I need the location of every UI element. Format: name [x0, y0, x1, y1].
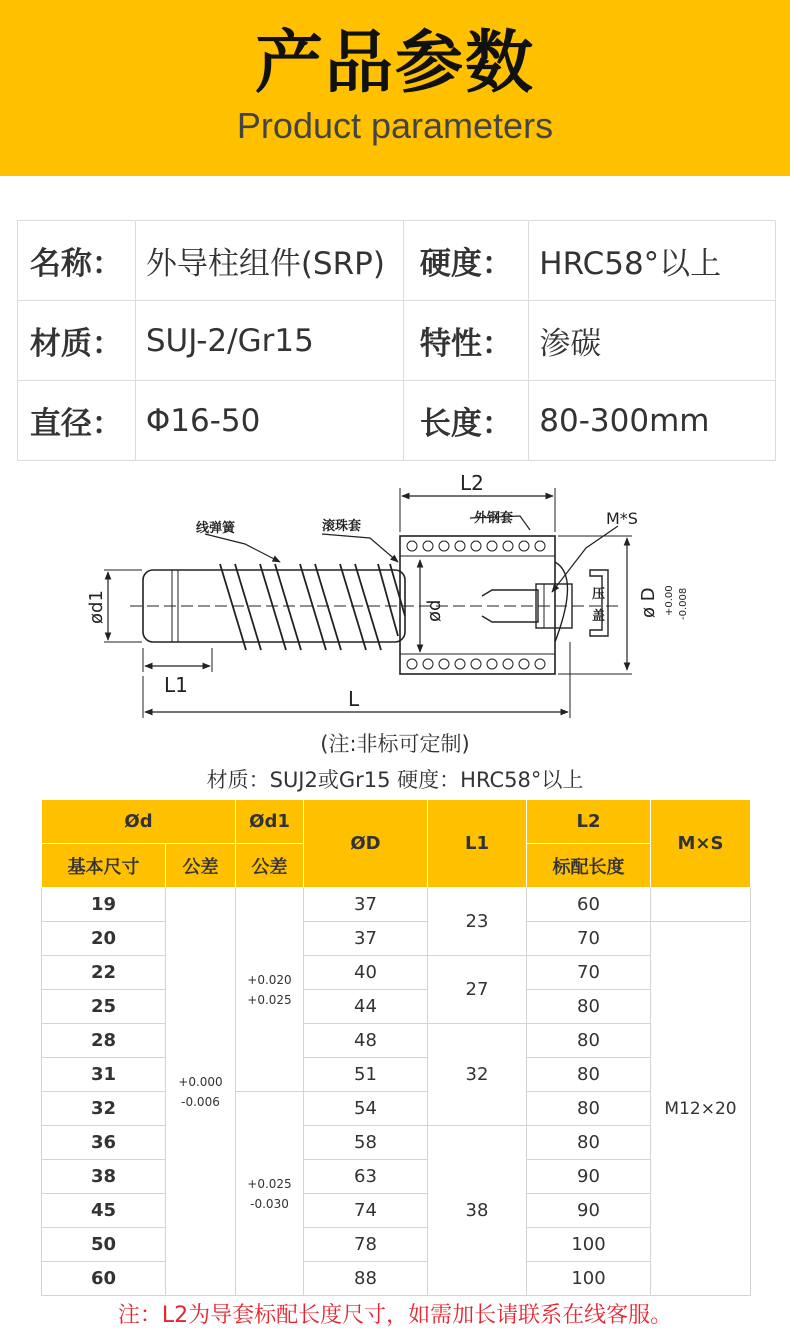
- table-row: [42, 1262, 751, 1296]
- header-d1-tolerance: 公差: [236, 844, 304, 888]
- cell-D: 37: [304, 888, 428, 922]
- cell-d: 25: [42, 990, 166, 1024]
- cell-L2: 90: [527, 1160, 651, 1194]
- cell-D: 44: [304, 990, 428, 1024]
- cell-L1: 27: [428, 956, 527, 1024]
- header-L1: L1: [428, 800, 527, 888]
- table-row: [42, 1092, 751, 1126]
- cell-D: 48: [304, 1024, 428, 1058]
- ball-row-top: [407, 541, 545, 551]
- cell-D: 51: [304, 1058, 428, 1092]
- table-row: [42, 888, 751, 922]
- cell-L2: 100: [527, 1228, 651, 1262]
- label-outer-sleeve: 外钢套: [474, 511, 514, 526]
- spec-key: 直径：: [18, 381, 136, 461]
- dimension-table: [41, 799, 751, 1296]
- cell-L1: 38: [428, 1126, 527, 1296]
- table-row: [42, 1160, 751, 1194]
- cell-D: 74: [304, 1194, 428, 1228]
- material-note: 材质：SUJ2或Gr15 硬度：HRC58°以上: [206, 768, 584, 792]
- cell-d1-tolerance: +0.025 -0.030: [236, 1092, 304, 1296]
- cell-L2: 70: [527, 922, 651, 956]
- cell-d: 22: [42, 956, 166, 990]
- page-subtitle: Product parameters: [236, 105, 554, 146]
- cell-d: 50: [42, 1228, 166, 1262]
- label-spring: 线弹簧: [196, 521, 236, 536]
- cell-L2: 70: [527, 956, 651, 990]
- spec-key: 名称：: [18, 221, 136, 301]
- table-row: [42, 1126, 751, 1160]
- header-row: [42, 800, 751, 844]
- cell-L2: 80: [527, 1024, 651, 1058]
- label-d: ød: [424, 599, 445, 622]
- label-l1: L1: [164, 673, 188, 697]
- label-ball-cage: 滚珠套: [322, 519, 362, 534]
- header-MS: M×S: [651, 800, 751, 888]
- spec-value: SUJ-2/Gr15: [135, 301, 404, 381]
- label-d1: ød1: [86, 590, 107, 624]
- spec-key: 特性：: [404, 301, 529, 381]
- cell-L2: 80: [527, 990, 651, 1024]
- header-tolerance: 公差: [166, 844, 236, 888]
- cell-L2: 80: [527, 1092, 651, 1126]
- header-std-length: 标配长度: [527, 844, 651, 888]
- spec-value: 渗碳: [529, 301, 776, 381]
- label-tol-top: +0.00: [664, 585, 675, 616]
- label-ms: M*S: [606, 509, 638, 528]
- cell-d: 19: [42, 888, 166, 922]
- cell-d: 60: [42, 1262, 166, 1296]
- cell-L2: 80: [527, 1126, 651, 1160]
- cell-d: 36: [42, 1126, 166, 1160]
- cell-D: 40: [304, 956, 428, 990]
- spec-row: [18, 381, 776, 461]
- table-row: [42, 922, 751, 956]
- label-plate-b: 盖: [592, 609, 606, 624]
- custom-note: (注:非标可定制): [320, 732, 470, 756]
- cell-L2: 100: [527, 1262, 651, 1296]
- cell-D: 63: [304, 1160, 428, 1194]
- header-D: ØD: [304, 800, 428, 888]
- table-row: [42, 1024, 751, 1058]
- cell-ms: M12×20: [651, 922, 751, 1296]
- cell-D: 78: [304, 1228, 428, 1262]
- press-cover: [590, 570, 608, 636]
- spec-value: 80-300mm: [529, 381, 776, 461]
- cell-d: 45: [42, 1194, 166, 1228]
- label-l: L: [348, 687, 360, 711]
- cell-D: 88: [304, 1262, 428, 1296]
- cell-d: 31: [42, 1058, 166, 1092]
- header-base-size: 基本尺寸: [42, 844, 166, 888]
- table-row: [42, 1228, 751, 1262]
- cell-D: 58: [304, 1126, 428, 1160]
- table-row: [42, 1058, 751, 1092]
- spec-key: 硬度：: [404, 221, 529, 301]
- spec-value: HRC58°以上: [529, 221, 776, 301]
- cell-L2: 90: [527, 1194, 651, 1228]
- cell-ms-empty: [651, 888, 751, 922]
- label-l2: L2: [460, 471, 484, 495]
- cell-L2: 60: [527, 888, 651, 922]
- spec-key: 长度：: [404, 381, 529, 461]
- cell-D: 54: [304, 1092, 428, 1126]
- label-tol-bottom: -0.008: [678, 587, 689, 620]
- cell-d: 28: [42, 1024, 166, 1058]
- guide-pillar-drawing: [60, 466, 740, 732]
- cell-L1: 32: [428, 1024, 527, 1126]
- header-d: Ød: [42, 800, 236, 844]
- table-row: [42, 956, 751, 990]
- table-row: [42, 990, 751, 1024]
- spec-value: 外导柱组件(SRP): [135, 221, 404, 301]
- cell-d-tolerance: +0.000 -0.006: [166, 888, 236, 1296]
- spec-row: [18, 221, 776, 301]
- page-title: 产品参数: [254, 24, 535, 103]
- spec-value: Φ16-50: [135, 381, 404, 461]
- table-row: [42, 1194, 751, 1228]
- cell-L1: 23: [428, 888, 527, 956]
- header-banner: [0, 0, 790, 176]
- cell-L2: 80: [527, 1058, 651, 1092]
- label-dd: ø D: [638, 587, 659, 618]
- cell-D: 37: [304, 922, 428, 956]
- spec-key: 材质：: [18, 301, 136, 381]
- cell-d: 32: [42, 1092, 166, 1126]
- spring-coils: [220, 564, 405, 650]
- label-plate-a: 压: [592, 587, 606, 602]
- ball-row-bottom: [407, 659, 545, 669]
- cell-d: 38: [42, 1160, 166, 1194]
- spec-table: [17, 220, 776, 461]
- header-d1: Ød1: [236, 800, 304, 844]
- cell-d1-tolerance: +0.020 +0.025: [236, 888, 304, 1092]
- footer-note: 注：L2为导套标配长度尺寸，如需加长请联系在线客服。: [117, 1303, 673, 1328]
- spec-row: [18, 301, 776, 381]
- header-L2: L2: [527, 800, 651, 844]
- cell-d: 20: [42, 922, 166, 956]
